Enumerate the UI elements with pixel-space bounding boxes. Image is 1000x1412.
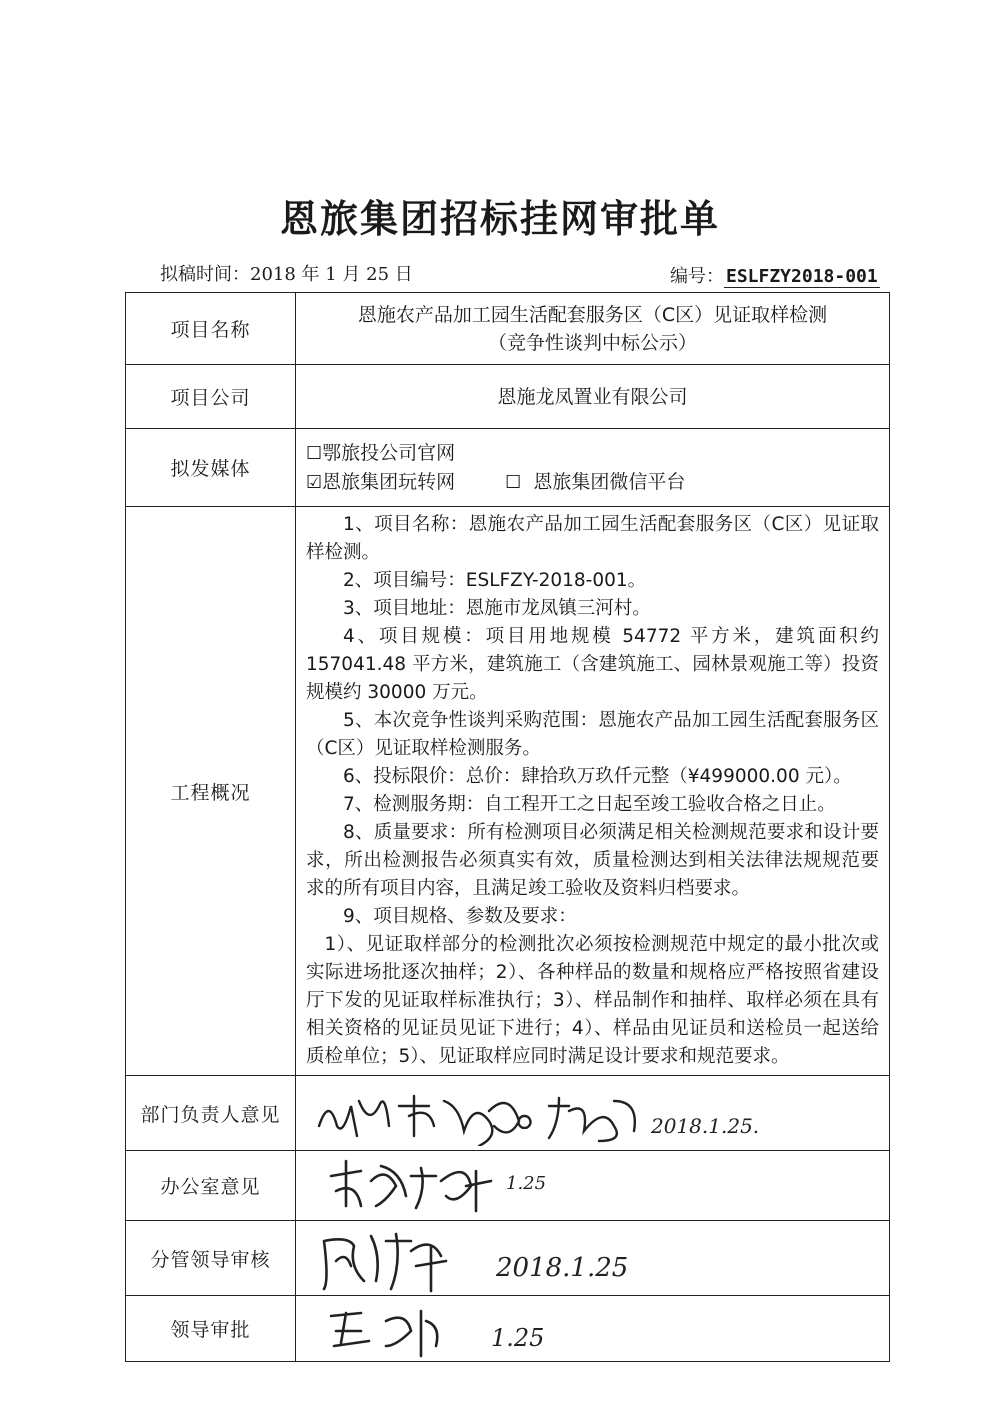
row-supervisor-review	[126, 1221, 890, 1296]
project-name-label: 项目名称	[126, 293, 296, 365]
handwritten-signature-icon	[326, 1156, 516, 1216]
row-overview	[126, 507, 890, 1076]
draft-time-label: 拟稿时间：	[160, 264, 250, 285]
overview-paragraph: 2、项目编号：ESLFZY-2018-001。	[343, 570, 647, 591]
leader-approval-signature-area	[296, 1296, 890, 1362]
checkbox-checked-icon: ☑	[306, 471, 323, 493]
checkbox-unchecked-icon: ☐	[306, 442, 323, 464]
approval-form-table	[125, 292, 890, 1362]
draft-time	[160, 260, 413, 286]
row-media	[126, 429, 890, 507]
row-company	[126, 365, 890, 429]
overview-paragraph: 3、项目地址：恩施市龙凤镇三河村。	[343, 598, 651, 619]
media-label: 拟发媒体	[126, 429, 296, 507]
overview-paragraph: 6、投标限价：总价：肆拾玖万玖仟元整（¥499000.00 元）。	[343, 766, 852, 787]
row-dept-opinion	[126, 1076, 890, 1151]
overview-label: 工程概况	[126, 507, 296, 1076]
overview-paragraph: 9、项目规格、参数及要求：	[343, 906, 577, 927]
row-project-name	[126, 293, 890, 365]
overview-content	[296, 507, 890, 1076]
project-name-value	[296, 293, 890, 365]
overview-paragraph: 1）、见证取样部分的检测批次必须按检测规范中规定的最小批次或实际进场批逐次抽样；2）、各种样品的数量和规格应严格按照省建设厅下发的见证取样标准执行；3）、样品制作和抽样、取样必须在具有相关资格的见证员见证下进行；4）、样品由见证员和送检员一起送给质检单位；5）、见证取样应同时满足设计要求和规范要求。	[306, 934, 879, 1067]
office-opinion-signature-area	[296, 1151, 890, 1221]
leader-approval-date: 1.25	[491, 1324, 545, 1352]
overview-paragraph: 7、检测服务期：自工程开工之日起至竣工验收合格之日止。	[343, 794, 836, 815]
handwritten-signature-icon	[326, 1301, 456, 1359]
company-value: 恩施龙凤置业有限公司	[296, 365, 890, 429]
supervisor-review-date: 2018.1.25	[496, 1253, 629, 1283]
row-leader-approval	[126, 1296, 890, 1362]
draft-date: 2018 年 1 月 25 日	[250, 264, 413, 285]
project-name-line1: 恩施农产品加工园生活配套服务区（C区）见证取样检测	[357, 303, 828, 326]
dept-opinion-date: 2018.1.25.	[651, 1114, 760, 1138]
checkbox-unchecked-icon: ☐	[505, 471, 522, 493]
page-title: 恩旅集团招标挂网审批单	[279, 197, 720, 241]
row-office-opinion	[126, 1151, 890, 1221]
office-opinion-label: 办公室意见	[126, 1151, 296, 1221]
serial-number	[670, 262, 880, 288]
company-label: 项目公司	[126, 365, 296, 429]
handwritten-signature-icon	[316, 1226, 466, 1294]
media-option-1-label: 鄂旅投公司官网	[322, 441, 456, 464]
overview-paragraph: 8、质量要求：所有检测项目必须满足相关检测规范要求和设计要求，所出检测报告必须真实有效，质量检测达到相关法律法规规范要求的所有项目内容，且满足竣工验收及资料归档要求。	[306, 822, 879, 899]
project-name-line2: （竞争性谈判中标公示）	[487, 331, 697, 354]
serial-label: 编号：	[670, 266, 724, 287]
overview-paragraph: 5、本次竞争性谈判采购范围：恩施农产品加工园生活配套服务区（C区）见证取样检测服务。	[306, 710, 879, 759]
overview-paragraph: 1、项目名称：恩施农产品加工园生活配套服务区（C区）见证取样检测。	[306, 514, 879, 563]
dept-opinion-signature-area	[296, 1076, 890, 1151]
office-opinion-date: 1.25	[506, 1173, 547, 1194]
media-option-1	[306, 439, 879, 468]
supervisor-review-signature-area	[296, 1221, 890, 1296]
supervisor-review-label: 分管领导审核	[126, 1221, 296, 1296]
media-option-2-label: 恩旅集团玩转网	[322, 470, 456, 493]
overview-paragraph: 4、项目规模：项目用地规模 54772 平方米，建筑面积约 157041.48 平方米，建筑施工（含建筑施工、园林景观施工等）投资规模约 30000 万元。	[306, 626, 879, 703]
leader-approval-label: 领导审批	[126, 1296, 296, 1362]
media-options	[296, 429, 890, 507]
media-option-row-2	[306, 468, 879, 497]
serial-code: ESLFZY2018-001	[726, 266, 878, 287]
media-option-3-label: 恩旅集团微信平台	[533, 470, 686, 493]
dept-opinion-label: 部门负责人意见	[126, 1076, 296, 1151]
